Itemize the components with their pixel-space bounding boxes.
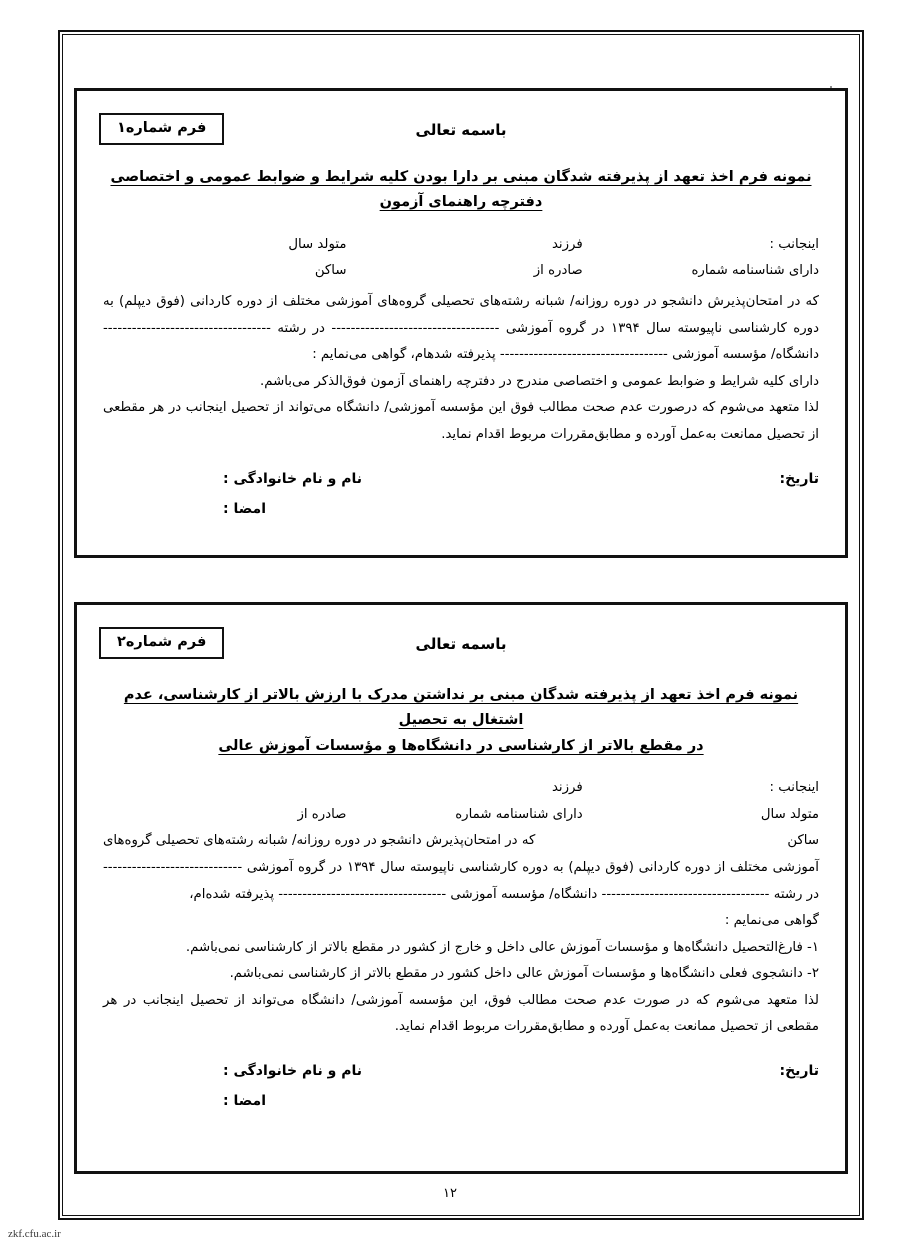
form-2-applicant-label: اینجانب : [769, 780, 819, 796]
form-1-paragraph-2 [103, 369, 819, 396]
form-2-paragraph-2 [103, 908, 819, 935]
form-1-signature-row [103, 471, 819, 517]
form-2-paragraph-1-text: آموزشی مختلف از دوره کاردانی (فوق دیپلم) به دوره کارشناسی ناپیوسته سال ۱۳۹۴ در گروه آموزشی ----------------------------- در رشته ----------------------------------- دانشگاه/ مؤسسه آموزشی ----------------------------------- پذیرفته شده‌ام، [103, 859, 819, 902]
form-2-tag: فرم شماره۲ [99, 627, 224, 659]
form-2-identity-row-3 [103, 828, 819, 855]
form-1-identity-row-2 [103, 258, 819, 285]
form-2-issued-label: صادره از [297, 806, 347, 822]
form-2-title-line-2: در مقطع بالاتر از کارشناسی در دانشگاه‌ها و مؤسسات آموزش عالی [218, 737, 704, 754]
form-2-paragraph-2-text: گواهی می‌نمایم : [724, 913, 819, 929]
form-1-signature-label: امضا : [223, 500, 266, 517]
form-1-name-block [103, 471, 545, 517]
form-1-tag: فرم شماره۱ [99, 113, 224, 145]
form-1-residence-label: ساکن [314, 263, 347, 279]
form-2-date-label: تاریخ: [779, 1063, 819, 1080]
form-1-paragraph-1-text: که در امتحان‌پذیرش دانشجو در دوره روزانه/ شبانه رشته‌های تحصیلی گروه‌های آموزشی مختلف از دوره کاردانی (فوق دیپلم) به دوره کارشناسی ناپیوسته سال ۱۳۹۴ در گروه آموزشی ----------------------------------- در رشته ----------------------------------- دانشگاه/ مؤسسه آموزشی ----------------------------------- پذیرفته شدهام، گواهی می‌نمایم : [103, 293, 819, 363]
form-1-father-label: فرزند [551, 236, 583, 252]
form-2-paragraph-3 [103, 988, 819, 1041]
page-number: ۱۲ [443, 1186, 457, 1201]
form-2-identity-row-1 [103, 775, 819, 802]
form-2-idnumber-label: دارای شناسنامه شماره [455, 806, 583, 822]
form-2-container [74, 602, 848, 1174]
form-2-paragraph-1 [103, 855, 819, 908]
form-1-date-label: تاریخ: [779, 470, 819, 487]
form-1-issued-label: صادره از [533, 263, 583, 279]
form-1-birthyear-label: متولد سال [288, 236, 347, 252]
form-1-idnumber-label: دارای شناسنامه شماره [691, 263, 819, 279]
form-2-basmeh: باسمه تعالی [415, 635, 507, 653]
form-2-name-block [103, 1063, 545, 1109]
form-2-paragraph-3-text: لذا متعهد می‌شوم که در صورت عدم صحت مطالب فوق، این مؤسسه آموزشی/ دانشگاه می‌تواند از تحصیل اینجانب در هر مقطعی از تحصیل ممانعت به‌عمل آورده و مطابق‌مقررات مربوط اقدام نماید. [103, 992, 819, 1035]
form-2-signature-label: امضا : [223, 1093, 266, 1110]
form-1-basmeh: باسمه تعالی [415, 121, 507, 139]
form-2-birthyear-label: متولد سال [760, 806, 819, 822]
form-1-paragraph-3 [103, 395, 819, 448]
form-2-date-block [545, 1063, 819, 1109]
form-1-applicant-label: اینجانب : [769, 236, 819, 252]
form-2-intro-text: که در امتحان‌پذیرش دانشجو در دوره روزانه/ شبانه رشته‌های تحصیلی گروه‌های [103, 833, 536, 849]
form-2-signature-row [103, 1063, 819, 1109]
form-2-name-label: نام و نام خانوادگی : [223, 1063, 363, 1080]
form-1-paragraph-2-text: دارای کلیه شرایط و ضوابط عمومی و اختصاصی مندرج در دفترچه راهنمای آزمون فوق‌الذکر می‌باشم. [260, 373, 819, 389]
form-2-declaration-item-2: ۲- دانشجوی فعلی دانشگاه‌ها و مؤسسات آموزش عالی داخل کشور در مقطع بالاتر از کارشناسی نمی‌باشم. [229, 966, 819, 982]
form-1-name-label: نام و نام خانوادگی : [223, 470, 363, 487]
form-2-identity-row-2 [103, 802, 819, 829]
form-1-title: نمونه فرم اخذ تعهد از پذیرفته شدگان مبنی بر دارا بودن کلیه شرایط و ضوابط عمومی و اختصاصی دفترچه راهنمای آزمون [110, 169, 812, 211]
form-1-date-block [545, 471, 819, 517]
form-2-declaration-item-1: ۱- فارغ‌التحصیل دانشگاه‌ها و مؤسسات آموزش عالی داخل و خارج از کشور در مقطع بالاتر از کارشناسی نمی‌باشم. [185, 939, 819, 955]
form-1-paragraph-1 [103, 289, 819, 369]
form-1-paragraph-3-text: لذا متعهد می‌شوم که درصورت عدم صحت مطالب فوق این مؤسسه آموزشی/ دانشگاه می‌تواند از تحصیل اینجانب در هر مقطعی از تحصیل ممانعت به‌عمل آورده و مطابق‌مقررات مربوط اقدام نماید. [103, 400, 819, 442]
form-2-title-line-1: نمونه فرم اخذ تعهد از پذیرفته شدگان مبنی بر نداشتن مدرک با ارزش بالاتر از کارشناسی، عدم اشتغال به تحصیل [123, 687, 799, 729]
form-2-father-label: فرزند [551, 780, 583, 796]
form-1-identity-row-1 [103, 232, 819, 259]
form-1-container [74, 88, 848, 558]
form-2-residence-label: ساکن [787, 833, 819, 849]
site-watermark: zkf.cfu.ac.ir [8, 1228, 61, 1240]
